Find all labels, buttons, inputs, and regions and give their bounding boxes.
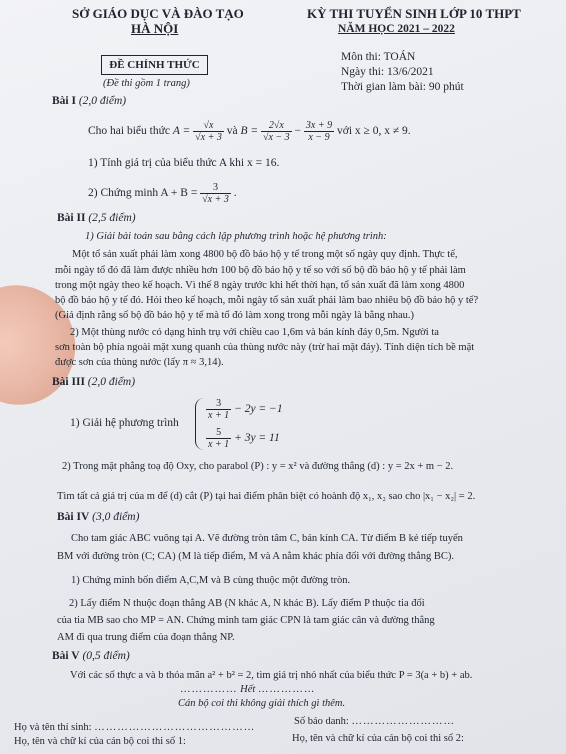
eq1-rest: − 2y = −1: [234, 403, 283, 416]
expr-b-minus: −: [294, 125, 302, 138]
bai2-heading: [57, 212, 136, 224]
candidate-name-label: Họ và tên thí sinh:: [14, 722, 92, 733]
bai4-q2-line-1: của tia MB sao cho MP = AN. Chứng minh tam giác CPN là tam giác cân và đường thẳng: [57, 615, 435, 626]
eq2-fraction: [206, 427, 231, 450]
bai4-q1: 1) Chứng minh bốn điểm A,C,M và B cùng thuộc một đường tròn.: [71, 575, 351, 586]
end-dots-left: ……………: [180, 684, 238, 695]
expr-a-lhs: A =: [172, 125, 191, 138]
system-brace: [195, 398, 204, 450]
eq1-fraction: [206, 398, 231, 421]
bai1-q2-lhs: 2) Chứng minh A + B =: [88, 187, 198, 200]
bai3-title: Bài III: [52, 376, 85, 388]
bai2-title: Bài II: [57, 212, 86, 224]
candidate-number: [294, 716, 455, 727]
candidate-number-dots: ………………………: [351, 716, 455, 727]
bai2-line-2: trong một ngày theo kế hoạch. Vì thế 8 ngày trước khi hết thời hạn, tổ sản xuất đã làm xong 4800: [55, 280, 465, 291]
bai1-intro: Cho hai biểu thức: [88, 125, 170, 138]
bai2-q2-line-1: sơn toàn bộ phía ngoài mặt xung quanh của thùng nước này (trừ hai mặt đáy). Tính diện tích bề mặt: [55, 342, 475, 353]
bai4-heading: [57, 511, 139, 523]
expr-b-fraction1: [261, 120, 292, 143]
bai5-points: (0,5 điểm): [82, 650, 130, 662]
exam-title: KỲ THI TUYỂN SINH LỚP 10 THPT: [307, 6, 521, 21]
expr-b-num1: 2√x: [261, 120, 292, 132]
eq2-rest: + 3y = 11: [234, 432, 280, 445]
official-label: ĐỀ CHÍNH THỨC: [101, 55, 208, 75]
candidate-name: [14, 722, 255, 733]
bai2-line-3: bộ đồ bảo hộ y tế đó. Hỏi theo kế hoạch, mỗi ngày tổ sản xuất phải làm bao nhiêu bộ đồ bảo hộ y tế?: [55, 295, 479, 306]
exam-date: Ngày thi: 13/6/2021: [341, 66, 434, 78]
expr-b-fraction2: [304, 120, 334, 143]
bai2-line-4: (Giả định rằng số bộ đồ bảo hộ y tế mà tổ đó làm xong trong mỗi ngày là bằng nhau.): [55, 310, 414, 321]
bai2-line-0: Một tổ sản xuất phải làm xong 4800 bộ đồ bảo hộ y tế trong một số ngày quy định. Thực tế,: [72, 249, 458, 260]
candidate-number-label: Số báo danh:: [294, 716, 349, 727]
bai2-q2-line-0: 2) Một thùng nước có dạng hình trụ với chiều cao 1,6m và bán kính đáy 0,5m. Người ta: [70, 327, 439, 338]
bai1-q2-num: 3: [200, 182, 231, 194]
bai1-expressions: [88, 120, 411, 143]
proctor2-signature: Họ, tên và chữ kí của cán bộ coi thi số 2:: [292, 733, 464, 744]
eq2-den: x + 1: [208, 439, 230, 450]
bai1-q2: [88, 182, 237, 205]
bai3-q2-line1: 2) Trong mặt phẳng toạ độ Oxy, cho parabol (P) : y = x² và đường thẳng (d) : y = 2x + m − 2.: [62, 461, 454, 472]
end-marker: [180, 684, 315, 695]
dept-line1: SỞ GIÁO DỤC VÀ ĐÀO TẠO: [72, 6, 244, 21]
school-year: NĂM HỌC 2021 – 2022: [338, 23, 455, 35]
dept-line2: HÀ NỘI: [131, 21, 179, 36]
bai3-heading: [52, 376, 135, 388]
pages-note: (Đề thi gồm 1 trang): [103, 78, 190, 89]
bai1-title: Bài I: [52, 95, 76, 107]
expr-a-fraction: [193, 120, 224, 143]
bai1-q2-fraction: [200, 182, 231, 205]
bai1-q2-end: .: [233, 187, 237, 200]
eq2-num: 5: [206, 427, 231, 439]
bai3-points: (2,0 điểm): [87, 376, 136, 388]
expr-b-num2: 3x + 9: [305, 120, 333, 131]
bai4-line-0: Cho tam giác ABC vuông tại A. Vẽ đường tròn tâm C, bán kính CA. Từ điểm B kẻ tiếp tuyến: [71, 533, 463, 544]
bai5-heading: [52, 650, 130, 662]
bai1-condition: với x ≥ 0, x ≠ 9.: [336, 125, 411, 138]
expr-a-den: √x + 3: [195, 132, 222, 143]
bai4-line-1: BM với đường tròn (C; CA) (M là tiếp điểm, M và A nằm khác phía đối với đường thẳng BC).: [57, 551, 454, 562]
bai2-q2-line-2: được sơn của thùng nước (lấy π ≈ 3,14).: [55, 357, 224, 368]
end-text: Hết: [240, 684, 256, 695]
bai5-line: Với các số thực a và b thỏa mãn a² + b² = 2, tìm giá trị nhỏ nhất của biểu thức P = 3(a + b) + ab.: [70, 670, 473, 681]
bai1-q2-den: √x + 3: [202, 194, 229, 205]
bai2-points: (2,5 điểm): [88, 212, 136, 224]
expr-a-num: √x: [193, 120, 224, 132]
bai4-q2-line-0: 2) Lấy điểm N thuộc đoạn thẳng AB (N khác A, N khác B). Lấy điểm P thuộc tia đối: [69, 598, 425, 609]
exam-duration: Thời gian làm bài: 90 phút: [341, 81, 464, 93]
bai2-line-1: mỗi ngày tổ đó đã làm được nhiều hơn 100 bộ đồ bảo hộ y tế so với số bộ đồ bảo hộ y tế phải làm: [55, 265, 466, 276]
subject: Môn thi: TOÁN: [341, 51, 416, 63]
system-eq2: [206, 427, 280, 450]
bai4-points: (3,0 điểm): [92, 511, 140, 523]
bai1-q1: 1) Tính giá trị của biểu thức A khi x = 16.: [88, 157, 280, 169]
system-eq1: [206, 398, 283, 421]
bai4-title: Bài IV: [57, 511, 90, 523]
expr-b-lhs: B =: [240, 125, 259, 138]
bai1-heading: [52, 95, 126, 107]
expr-b-den1: √x − 3: [262, 132, 290, 143]
end-dots-right: ……………: [257, 684, 316, 695]
bai1-points: (2,0 điểm): [78, 95, 127, 107]
bai2-q1-title: 1) Giải bài toán sau bằng cách lập phương trình hoặc hệ phương trình:: [85, 231, 387, 242]
eq1-den: x + 1: [208, 410, 230, 421]
no-explanation-note: Cán bộ coi thi không giải thích gì thêm.: [178, 698, 346, 709]
bai1-and: và: [226, 125, 238, 138]
candidate-name-dots: ……………………………………: [94, 722, 256, 733]
expr-b-den2: x − 9: [308, 132, 330, 143]
proctor1-signature: Họ, tên và chữ kí của cán bộ coi thi số 1:: [14, 736, 186, 747]
bai5-title: Bài V: [52, 650, 80, 662]
bai3-q1-label: 1) Giải hệ phương trình: [70, 417, 179, 429]
bai4-q2-line-2: AM đi qua trung điểm của đoạn thẳng NP.: [57, 632, 235, 643]
bai3-q2-line2: Tìm tất cả giá trị của m để (d) cắt (P) tại hai điểm phân biệt có hoành độ x₁, x₂ sao cho |x₁ − x₂| = 2.: [57, 491, 476, 502]
eq1-num: 3: [206, 398, 231, 410]
